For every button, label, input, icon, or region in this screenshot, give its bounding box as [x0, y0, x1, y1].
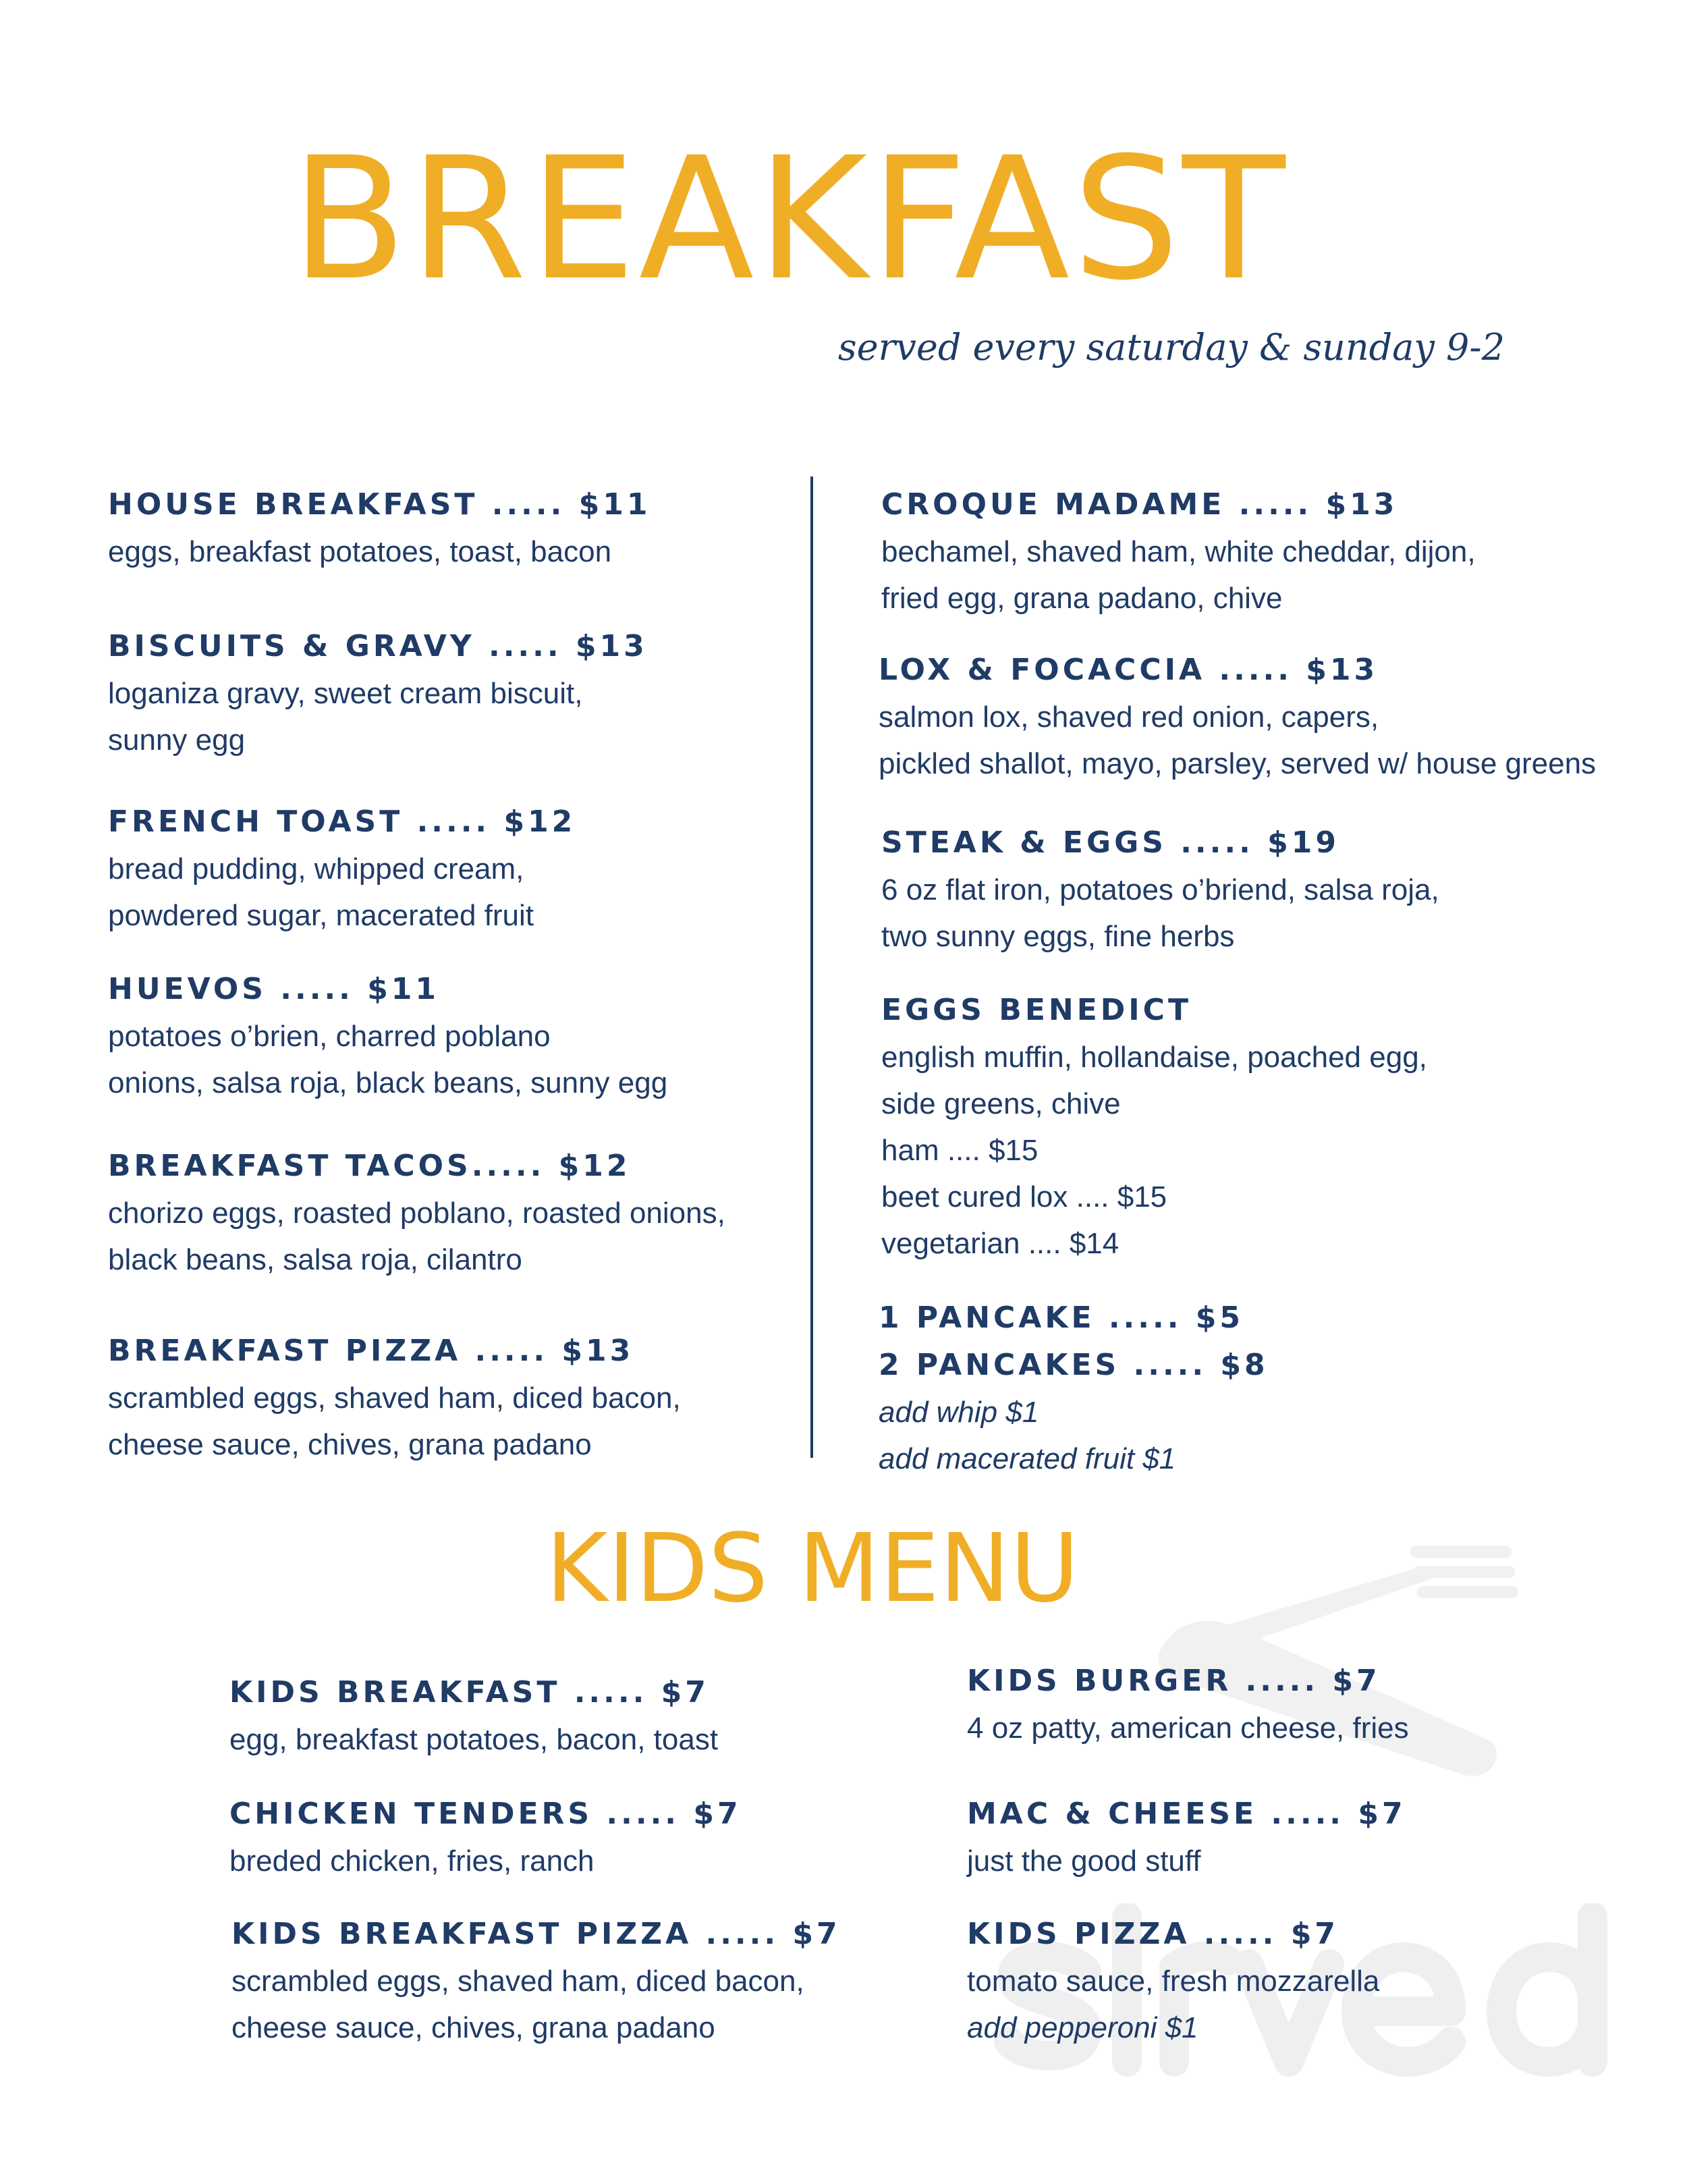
menu-item-heading: CHICKEN TENDERS ..... $7 [229, 1797, 742, 1831]
menu-item [229, 1791, 742, 1884]
menu-item-description: vegetarian .... $14 [881, 1227, 1119, 1260]
menu-item-description: 4 oz patty, american cheese, fries [967, 1712, 1409, 1745]
menu-item-heading: STEAK & EGGS ..... $19 [881, 825, 1339, 860]
menu-item-heading: HOUSE BREAKFAST ..... $11 [108, 487, 651, 522]
menu-item-description: egg, breakfast potatoes, bacon, toast [229, 1723, 719, 1756]
column-divider [810, 476, 813, 1458]
menu-item-description: scrambled eggs, shaved ham, diced bacon, [231, 1965, 804, 1998]
menu-item-description: pickled shallot, mayo, parsley, served w/ house greens [879, 747, 1597, 780]
menu-item [881, 819, 1439, 960]
menu-item-heading: EGGS BENEDICT [881, 993, 1192, 1027]
page-title: BREAKFAST [291, 121, 1288, 317]
menu-item [229, 1669, 718, 1763]
menu-item-heading: HUEVOS ..... $11 [108, 972, 440, 1006]
menu-item-description: side greens, chive [881, 1087, 1121, 1120]
menu-item-description: scrambled eggs, shaved ham, diced bacon, [108, 1382, 681, 1415]
menu-item-description: tomato sauce, fresh mozzarella [967, 1965, 1380, 1998]
menu-item [881, 987, 1427, 1267]
menu-item-heading: BREAKFAST TACOS..... $12 [108, 1149, 631, 1183]
menu-item [108, 481, 651, 575]
menu-item-heading: FRENCH TOAST ..... $12 [108, 804, 576, 839]
menu-item-description: breded chicken, fries, ranch [229, 1845, 594, 1878]
menu-item-heading: KIDS BREAKFAST PIZZA ..... $7 [231, 1917, 841, 1951]
menu-item-description: black beans, salsa roja, cilantro [108, 1243, 522, 1276]
menu-item-description: cheese sauce, chives, grana padano [108, 1428, 592, 1461]
menu-item-description: two sunny eggs, fine herbs [881, 920, 1235, 953]
menu-item [881, 481, 1476, 622]
menu-item [108, 623, 648, 763]
menu-item [108, 966, 667, 1106]
menu-item-description: salmon lox, shaved red onion, capers, [879, 701, 1379, 734]
menu-item-description: eggs, breakfast potatoes, toast, bacon [108, 535, 612, 568]
kids-menu-title: KIDS MENU [545, 1514, 1080, 1624]
menu-item-description: potatoes o’brien, charred poblano [108, 1020, 551, 1053]
menu-item-description: english muffin, hollandaise, poached egg, [881, 1041, 1427, 1074]
menu-item-heading: BISCUITS & GRAVY ..... $13 [108, 629, 648, 663]
menu-item-addon: add whip $1 [879, 1396, 1039, 1429]
menu-item [967, 1791, 1406, 1884]
menu-item-heading: CROQUE MADAME ..... $13 [881, 487, 1398, 522]
menu-item [231, 1911, 841, 2051]
menu-item-heading: KIDS PIZZA ..... $7 [967, 1917, 1339, 1951]
page-subtitle: served every saturday & sunday 9-2 [837, 326, 1505, 368]
menu-item-description: beet cured lox .... $15 [881, 1180, 1167, 1213]
menu-item-heading: 1 PANCAKE ..... $5 [879, 1301, 1244, 1335]
menu-item-description: ham .... $15 [881, 1134, 1039, 1167]
menu-item-heading: BREAKFAST PIZZA ..... $13 [108, 1334, 634, 1368]
menu-item-description: just the good stuff [967, 1845, 1201, 1878]
menu-item-heading: LOX & FOCACCIA ..... $13 [879, 653, 1379, 687]
menu-item [108, 1143, 725, 1283]
menu-item-description: cheese sauce, chives, grana padano [231, 2011, 715, 2044]
menu-item [108, 798, 576, 939]
menu-item [967, 1911, 1379, 2051]
menu-item [108, 1328, 681, 1468]
menu-item-description: loganiza gravy, sweet cream biscuit, [108, 677, 583, 710]
menu-item-addon: add macerated fruit $1 [879, 1442, 1176, 1475]
menu-item-description: fried egg, grana padano, chive [881, 582, 1283, 615]
menu-item-description: sunny egg [108, 724, 246, 757]
menu-item-description: 6 oz flat iron, potatoes o’briend, salsa roja, [881, 873, 1439, 906]
menu-item-addon: add pepperoni $1 [967, 2011, 1198, 2044]
menu-item-description: bechamel, shaved ham, white cheddar, dijon, [881, 535, 1476, 568]
menu-item [967, 1658, 1409, 1751]
menu-item-description: powdered sugar, macerated fruit [108, 899, 534, 932]
menu-item-heading: MAC & CHEESE ..... $7 [967, 1797, 1406, 1831]
menu-item-description: onions, salsa roja, black beans, sunny egg [108, 1066, 668, 1099]
menu-item [879, 1294, 1269, 1482]
menu-item-heading: 2 PANCAKES ..... $8 [879, 1348, 1269, 1382]
menu-item-heading: KIDS BREAKFAST ..... $7 [229, 1675, 709, 1710]
menu-item-heading: KIDS BURGER ..... $7 [967, 1664, 1381, 1698]
menu-item-description: bread pudding, whipped cream, [108, 852, 524, 885]
menu-item-description: chorizo eggs, roasted poblano, roasted onions, [108, 1197, 725, 1230]
menu-item [879, 647, 1596, 787]
